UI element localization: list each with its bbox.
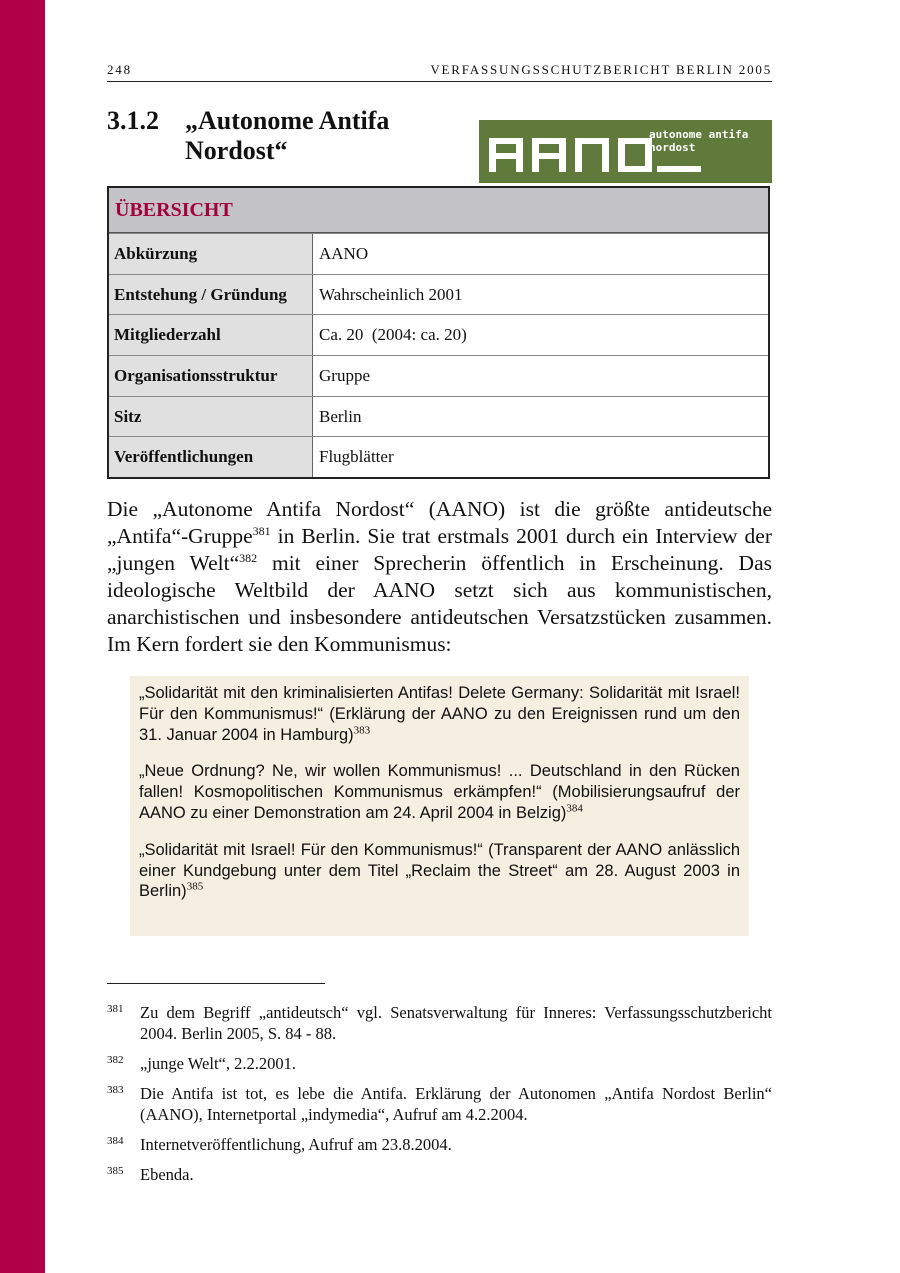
footnote-ref[interactable]: 384 xyxy=(566,802,583,815)
row-value: Wahrscheinlich 2001 xyxy=(313,275,768,315)
running-header xyxy=(107,62,772,82)
row-key: Abkürzung xyxy=(109,234,313,274)
row-key: Mitgliederzahl xyxy=(109,315,313,355)
table-row xyxy=(109,436,768,477)
footnote-ref[interactable]: 382 xyxy=(239,550,258,565)
logo-text-line1: autonome antifa xyxy=(649,128,749,141)
footnote xyxy=(107,1083,772,1125)
body-paragraph xyxy=(107,496,772,658)
aano-logo xyxy=(479,120,772,183)
footnote-number: 384 xyxy=(107,1135,124,1147)
quote-text: „Solidarität mit Israel! Für den Kommunismus!“ (Transparent der AANO anlässlich einer Kundgebung unter dem Titel „Reclaim the Street“ am 28. August 2003 in Berlin) xyxy=(139,840,740,901)
footnote-text: Ebenda. xyxy=(140,1165,194,1184)
row-value: Ca. 20 (2004: ca. 20) xyxy=(313,315,768,355)
report-title: VERFASSUNGSSCHUTZBERICHT BERLIN 2005 xyxy=(430,62,772,77)
body-text-part: mit einer Sprecherin öffentlich in Erscheinung. Das ideologische Weltbild der AANO setzt sich aus kommunistischen, anarchistischen und insbesondere antideutschen Versatzstücken zusammen. Im Kern fordert sie den Kommunismus: xyxy=(107,551,772,656)
table-row xyxy=(109,233,768,274)
table-row xyxy=(109,396,768,437)
overview-heading: ÜBERSICHT xyxy=(109,188,768,233)
overview-table xyxy=(107,186,770,479)
footnote-number: 385 xyxy=(107,1165,124,1177)
footnote-ref[interactable]: 383 xyxy=(353,724,371,737)
section-number: 3.1.2 xyxy=(107,106,159,135)
footnote xyxy=(107,1002,772,1044)
body-text-part: Die „Autonome Antifa Nordost“ (AANO) ist die größte antideutsche „Antifa“-Gruppe xyxy=(107,497,772,548)
row-key: Sitz xyxy=(109,397,313,437)
row-key: Organisationsstruktur xyxy=(109,356,313,396)
table-row xyxy=(109,355,768,396)
logo-text-line2: nordost xyxy=(649,141,696,154)
section-heading xyxy=(107,106,437,166)
quote-text: „Neue Ordnung? Ne, wir wollen Kommunismus! ... Deutschland in den Rücken fallen! Kosmopolitischen Kommunismus erkämpfen!“ (Mobilisierungsaufruf der AANO zu einer Demonstration am 24. April 2004 in Belzig) xyxy=(139,762,740,822)
table-row xyxy=(109,314,768,355)
body-text-part: in Berlin. Sie trat erstmals 2001 durch ein Interview der „jungen Welt“ xyxy=(107,524,772,575)
row-key: Entstehung / Gründung xyxy=(109,275,313,315)
footnote-text: Die Antifa ist tot, es lebe die Antifa. Erklärung der Autonomen „Antifa Nordost Berlin“ (AANO), Internetportal „indymedia“, Aufruf am 4.2.2004. xyxy=(140,1084,772,1124)
footnote-number: 381 xyxy=(107,1003,124,1015)
footnote-number: 383 xyxy=(107,1084,124,1096)
table-row xyxy=(109,274,768,315)
row-value: Flugblätter xyxy=(313,437,768,477)
quote-box xyxy=(130,676,749,936)
footnote-ref[interactable]: 381 xyxy=(252,523,271,538)
quote xyxy=(139,761,740,823)
left-accent-bar xyxy=(0,0,45,1273)
footnote-number: 382 xyxy=(107,1054,124,1066)
footnote-text: Zu dem Begriff „antideutsch“ vgl. Senatsverwaltung für Inneres: Verfassungsschutzbericht 2004. Berlin 2005, S. 84 - 88. xyxy=(140,1003,772,1043)
footnote xyxy=(107,1053,772,1074)
footnotes xyxy=(107,1002,772,1194)
quote-text: „Solidarität mit den kriminalisierten Antifas! Delete Germany: Solidarität mit Israel! Für den Kommunismus!“ (Erklärung der AANO zu den Ereignissen rund um den 31. Januar 2004 in Hamburg) xyxy=(139,684,740,744)
row-key: Veröffentlichungen xyxy=(109,437,313,477)
footnote-text: Internetveröffentlichung, Aufruf am 23.8.2004. xyxy=(140,1135,452,1154)
quote xyxy=(139,683,740,745)
footnote-ref[interactable]: 385 xyxy=(186,880,204,893)
row-value: AANO xyxy=(313,234,768,274)
footnote-separator xyxy=(107,983,325,984)
row-value: Berlin xyxy=(313,397,768,437)
section-title: „Autonome Antifa Nordost“ xyxy=(185,106,390,165)
footnote xyxy=(107,1164,772,1185)
footnote xyxy=(107,1134,772,1155)
page-number: 248 xyxy=(107,62,132,77)
footnote-text: „junge Welt“, 2.2.2001. xyxy=(140,1054,297,1073)
row-value: Gruppe xyxy=(313,356,768,396)
quote xyxy=(139,840,740,902)
